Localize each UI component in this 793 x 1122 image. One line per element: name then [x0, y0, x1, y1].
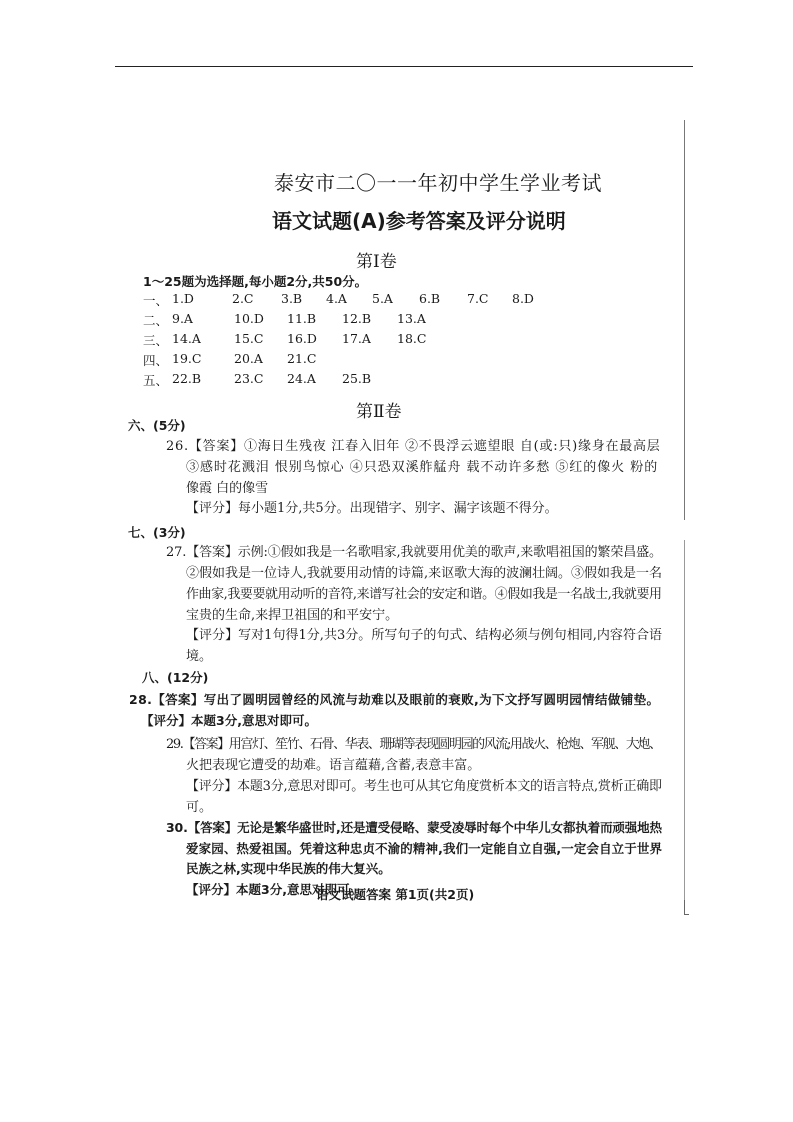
choice-answer: 8.D — [512, 291, 534, 306]
section-header: 八、(12分) — [142, 670, 209, 685]
choice-answer: 14.A — [172, 331, 201, 346]
scan-edge-line — [684, 120, 685, 520]
choice-answer: 6.B — [419, 291, 441, 306]
choice-answer: 3.B — [281, 291, 303, 306]
section-heading-vol2: 第Ⅱ卷 — [356, 402, 402, 422]
choice-answer: 7.C — [467, 291, 489, 306]
answer-line: 27.【答案】示例:①假如我是一名歌唱家,我就要用优美的歌声,来歌唱祖国的繁荣昌盛。 — [166, 545, 662, 560]
answer-line: 火把表现它遭受的劫难。语言蕴藉,含蓄,表意丰富。 — [186, 758, 481, 773]
answer-line: 境。 — [186, 649, 213, 664]
answer-line: 爱家园、热爱祖国。凭着这种忠贞不渝的精神,我们一定能自立自强,一定会自立于世界 — [186, 841, 663, 856]
choice-answer: 23.C — [234, 371, 264, 386]
choice-answer: 15.C — [234, 331, 264, 346]
scan-corner-mark — [684, 900, 689, 915]
answer-line: 29.【答案】用宫灯、笙竹、石骨、华表、珊瑚等表现圆明园的风流;用战火、枪炮、军舰、大炮、 — [166, 737, 661, 752]
choice-answer: 1.D — [172, 291, 194, 306]
choice-answer: 11.B — [287, 311, 317, 326]
scoring-note: 【评分】每小题1分,共5分。出现错字、别字、漏字该题不得分。 — [186, 501, 558, 516]
scoring-note: 【评分】本题3分,意思对即可。 — [186, 882, 362, 897]
answer-line: 28.【答案】写出了圆明园曾经的风流与劫难以及眼前的衰败,为下文抒写圆明园情结做铺垫。 — [129, 692, 660, 707]
answer-line: 像霞 白的像雪 — [186, 481, 269, 496]
choice-answer: 5.A — [372, 291, 393, 306]
choice-row-label: 四、 — [143, 353, 169, 368]
section-heading-vol1: 第Ⅰ卷 — [356, 252, 397, 272]
answer-line: ③感时花溅泪 恨别鸟惊心 ④只恐双溪舴艋舟 载不动许多愁 ⑤红的像火 粉的 — [186, 460, 659, 475]
top-rule — [115, 66, 693, 67]
choice-intro: 1～25题为选择题,每小题2分,共50分。 — [143, 274, 368, 289]
choice-answer: 21.C — [287, 351, 317, 366]
document-subtitle: 语文试题(A)参考答案及评分说明 — [272, 209, 566, 233]
answer-line: 26.【答案】①海日生残夜 江春入旧年 ②不畏浮云遮望眼 自(或:只)缘身在最高层 — [166, 439, 661, 454]
choice-row-label: 一、 — [143, 293, 169, 308]
scoring-note: 【评分】本题3分,意思对即可。考生也可从其它角度赏析本文的语言特点,赏析正确即 — [186, 779, 662, 794]
answer-line: 宝贵的生命,来捍卫祖国的和平安宁。 — [186, 608, 399, 623]
choice-answer: 16.D — [287, 331, 317, 346]
section-header: 六、(5分) — [128, 418, 186, 433]
choice-answer: 13.A — [397, 311, 426, 326]
choice-answer: 24.A — [287, 371, 316, 386]
choice-answer: 4.A — [326, 291, 347, 306]
page-footer: 语文试题答案 第1页(共2页) — [316, 887, 475, 902]
answer-line: 30.【答案】无论是繁华盛世时,还是遭受侵略、蒙受凌辱时每个中华儿女都执着而顽强地热 — [166, 820, 662, 835]
choice-answer: 9.A — [172, 311, 193, 326]
choice-answer: 22.B — [172, 371, 202, 386]
choice-answer: 12.B — [342, 311, 372, 326]
choice-row-label: 五、 — [143, 373, 169, 388]
choice-answer: 10.D — [234, 311, 264, 326]
choice-answer: 17.A — [342, 331, 371, 346]
answer-line: 民族之林,实现中华民族的伟大复兴。 — [186, 861, 391, 876]
choice-row-label: 二、 — [143, 313, 169, 328]
answer-line: ②假如我是一位诗人,我就要用动情的诗篇,来讴歌大海的波澜壮阔。③假如我是一名 — [186, 566, 662, 581]
document-title: 泰安市二〇一一年初中学生学业考试 — [274, 171, 602, 195]
choice-answer: 19.C — [172, 351, 202, 366]
scoring-note: 【评分】本题3分,意思对即可。 — [141, 713, 317, 728]
scoring-note: 【评分】写对1句得1分,共3分。所写句子的句式、结构必须与例句相同,内容符合语 — [186, 628, 663, 643]
choice-answer: 20.A — [234, 351, 263, 366]
choice-answer: 18.C — [397, 331, 427, 346]
answer-line: 可。 — [186, 800, 213, 815]
choice-answer: 25.B — [342, 371, 372, 386]
choice-row-label: 三、 — [143, 333, 169, 348]
answer-line: 作曲家,我要要就用动听的音符,来谱写社会的安定和谐。④假如我是一名战士,我就要用 — [186, 587, 662, 602]
scan-edge-line-lower — [684, 540, 685, 910]
choice-answer: 2.C — [232, 291, 254, 306]
section-header: 七、(3分) — [128, 525, 186, 540]
